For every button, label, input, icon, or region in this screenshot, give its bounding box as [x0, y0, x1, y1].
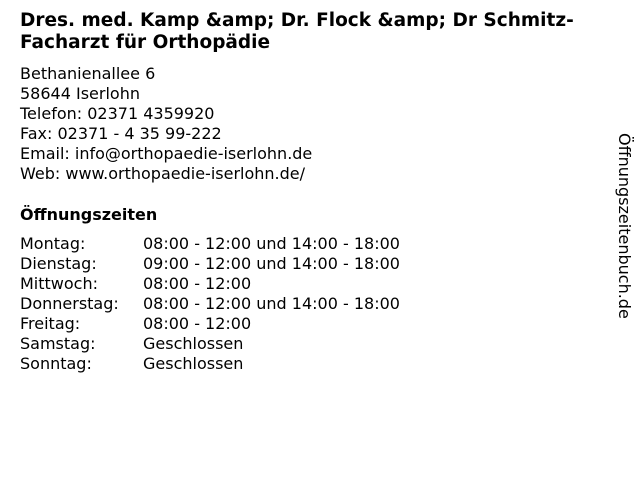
- hours-time: 08:00 - 12:00: [143, 274, 252, 293]
- hours-day: Dienstag:: [20, 254, 97, 273]
- hours-day: Donnerstag:: [20, 294, 119, 313]
- hours-row-monday: [20, 234, 400, 254]
- phone-number: Telefon: 02371 4359920: [20, 104, 215, 123]
- hours-time: 08:00 - 12:00: [143, 314, 252, 333]
- hours-time: Geschlossen: [143, 354, 244, 373]
- site-watermark: Öffnungszeitenbuch.de: [615, 133, 634, 319]
- hours-time: 08:00 - 12:00 und 14:00 - 18:00: [143, 234, 400, 253]
- hours-row-friday: [20, 314, 400, 334]
- opening-hours-table: [20, 234, 400, 374]
- hours-row-tuesday: [20, 254, 400, 274]
- hours-row-thursday: [20, 294, 400, 314]
- hours-row-sunday: [20, 354, 400, 374]
- hours-day: Samstag:: [20, 334, 96, 353]
- hours-row-wednesday: [20, 274, 400, 294]
- hours-day: Montag:: [20, 234, 86, 253]
- hours-day: Mittwoch:: [20, 274, 98, 293]
- opening-hours-heading: Öffnungszeiten: [20, 205, 158, 224]
- email-address: Email: info@orthopaedie-iserlohn.de: [20, 144, 313, 163]
- fax-number: Fax: 02371 - 4 35 99-222: [20, 124, 222, 143]
- hours-time: 09:00 - 12:00 und 14:00 - 18:00: [143, 254, 400, 273]
- website-address: Web: www.orthopaedie-iserlohn.de/: [20, 164, 306, 183]
- hours-day: Freitag:: [20, 314, 81, 333]
- hours-time: Geschlossen: [143, 334, 244, 353]
- hours-day: Sonntag:: [20, 354, 92, 373]
- hours-time: 08:00 - 12:00 und 14:00 - 18:00: [143, 294, 400, 313]
- address-street: Bethanienallee 6: [20, 64, 156, 83]
- address-city: 58644 Iserlohn: [20, 84, 140, 103]
- hours-row-saturday: [20, 334, 400, 354]
- address-block: [20, 64, 312, 184]
- page-title: Dres. med. Kamp &amp; Dr. Flock &amp; Dr Schmitz-Facharzt für Orthopädie: [20, 10, 574, 53]
